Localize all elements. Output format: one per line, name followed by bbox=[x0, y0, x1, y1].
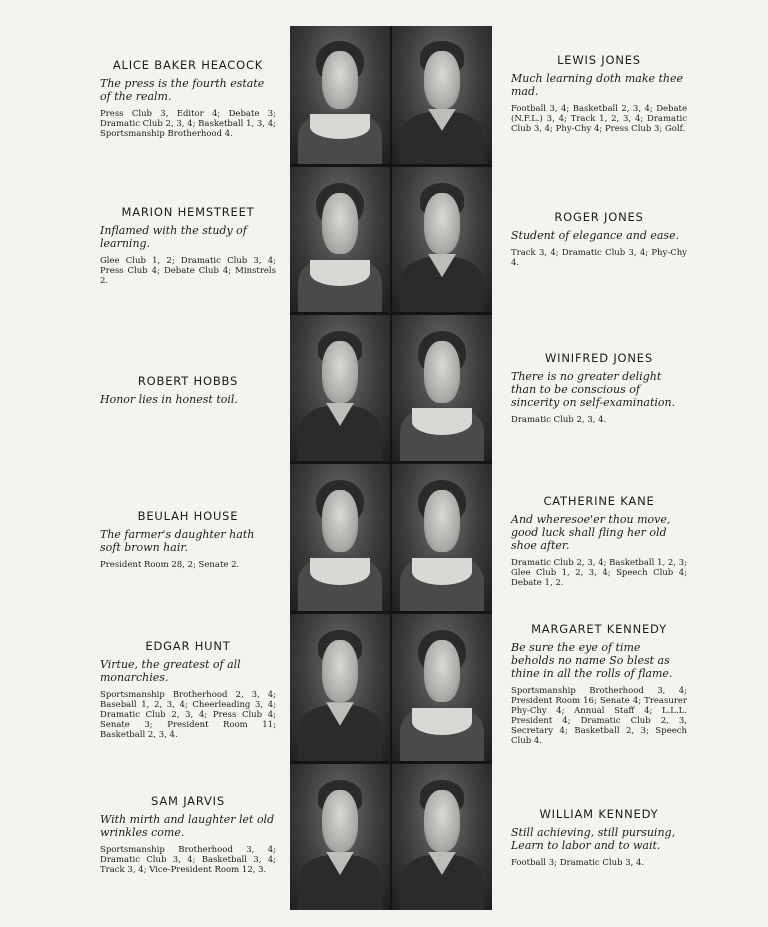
student-name: ROGER JONES bbox=[554, 210, 644, 224]
student-name: LEWIS JONES bbox=[557, 53, 641, 67]
entry-winifred-jones bbox=[511, 351, 687, 425]
student-motto: The farmer's daughter hath soft brown hair. bbox=[100, 528, 255, 554]
student-motto: Much learning doth make thee mad. bbox=[511, 72, 684, 98]
student-motto: And wheresoe'er thou move, good luck shall fling her old shoe after. bbox=[511, 513, 671, 552]
student-name: WINIFRED JONES bbox=[545, 351, 653, 365]
student-name: BEULAH HOUSE bbox=[137, 509, 239, 523]
entry-sam-jarvis bbox=[100, 794, 276, 875]
student-activities: Dramatic Club 2, 3, 4; Basketball 1, 2, 3; Glee Club 1, 2, 3, 4; Speech Club 4; Debate 1, 2. bbox=[511, 558, 687, 588]
student-activities: Football 3, 4; Basketball 2, 3, 4; Debate (N.F.L.) 3, 4; Track 1, 2, 3, 4; Dramatic Club 3, 4; Phy-Chy 4; Press Club 3; Golf. bbox=[511, 104, 687, 134]
entry-catherine-kane bbox=[511, 494, 687, 588]
student-activities: Press Club 3, Editor 4; Debate 3; Dramatic Club 2, 3, 4; Basketball 1, 3, 4; Sportsmanship Brotherhood 4. bbox=[100, 109, 276, 139]
student-activities: Sportsmanship Brotherhood 2, 3, 4; Baseball 1, 2, 3, 4; Cheerleading 3, 4; Dramatic Club 2, 3, 4; Press Club 4; Senate 3; President Room 11; Basketball 2, 3, 4. bbox=[100, 690, 276, 740]
portrait-catherine-kane bbox=[392, 464, 492, 611]
student-activities: President Room 28, 2; Senate 2. bbox=[100, 560, 240, 570]
entry-lewis-jones bbox=[511, 53, 687, 134]
portrait-beulah-house bbox=[290, 464, 390, 611]
portrait-william-kennedy bbox=[392, 764, 492, 910]
student-activities: Sportsmanship Brotherhood 3, 4; Dramatic Club 3, 4; Basketball 3, 4; Track 3, 4; Vice-President Room 12, 3. bbox=[100, 845, 276, 875]
entry-roger-jones bbox=[511, 210, 687, 268]
portrait-margaret-kennedy bbox=[392, 614, 492, 761]
student-motto: With mirth and laughter let old wrinkles come. bbox=[100, 813, 275, 839]
entry-beulah-house bbox=[100, 509, 276, 570]
portrait-lewis-jones bbox=[392, 26, 492, 164]
student-name: MARION HEMSTREET bbox=[121, 205, 255, 219]
student-activities: Football 3; Dramatic Club 3, 4. bbox=[511, 858, 645, 868]
student-activities: Track 3, 4; Dramatic Club 3, 4; Phy-Chy 4. bbox=[511, 248, 687, 268]
portrait-sam-jarvis bbox=[290, 764, 390, 910]
portrait-robert-hobbs bbox=[290, 315, 390, 461]
student-name: EDGAR HUNT bbox=[145, 639, 231, 653]
portrait-edgar-hunt bbox=[290, 614, 390, 761]
student-activities: Sportsmanship Brotherhood 3, 4; President Room 16; Senate 4; Treasurer Phy-Chy 4; Annual Staff 4; L.L.L. President 4; Dramatic Club 2, 3, Secretary 4; Basketball 2, 3; Speech Club 4. bbox=[511, 686, 687, 746]
student-name: ALICE BAKER HEACOCK bbox=[112, 58, 264, 72]
student-motto: There is no greater delight than to be conscious of sincerity on self-examination. bbox=[511, 370, 676, 409]
student-motto: Student of elegance and ease. bbox=[511, 229, 680, 242]
entry-alice-baker-heacock bbox=[100, 58, 276, 139]
student-activities: Glee Club 1, 2; Dramatic Club 3, 4; Press Club 4; Debate Club 4; Minstrels 2. bbox=[100, 256, 276, 286]
student-motto: Inflamed with the study of learning. bbox=[100, 224, 247, 250]
portrait-alice-baker-heacock bbox=[290, 26, 390, 164]
entry-edgar-hunt bbox=[100, 639, 276, 740]
entry-robert-hobbs bbox=[100, 374, 276, 412]
student-motto: Still achieving, still pursuing, Learn to labor and to wait. bbox=[511, 826, 676, 852]
student-name: MARGARET KENNEDY bbox=[531, 622, 667, 636]
student-motto: Be sure the eye of time beholds no name So blest as thine in all the rolls of flame. bbox=[511, 641, 673, 680]
student-name: SAM JARVIS bbox=[151, 794, 225, 808]
student-motto: Virtue, the greatest of all monarchies. bbox=[100, 658, 241, 684]
student-motto: The press is the fourth estate of the realm. bbox=[100, 77, 265, 103]
entry-margaret-kennedy bbox=[511, 622, 687, 746]
photo-column bbox=[290, 26, 492, 910]
entry-william-kennedy bbox=[511, 807, 687, 868]
portrait-roger-jones bbox=[392, 167, 492, 312]
student-name: CATHERINE KANE bbox=[543, 494, 655, 508]
portrait-winifred-jones bbox=[392, 315, 492, 461]
portrait-marion-hemstreet bbox=[290, 167, 390, 312]
student-motto: Honor lies in honest toil. bbox=[100, 393, 238, 406]
student-name: ROBERT HOBBS bbox=[137, 374, 239, 388]
entry-marion-hemstreet bbox=[100, 205, 276, 286]
student-name: WILLIAM KENNEDY bbox=[539, 807, 659, 821]
student-activities: Dramatic Club 2, 3, 4. bbox=[511, 415, 607, 425]
